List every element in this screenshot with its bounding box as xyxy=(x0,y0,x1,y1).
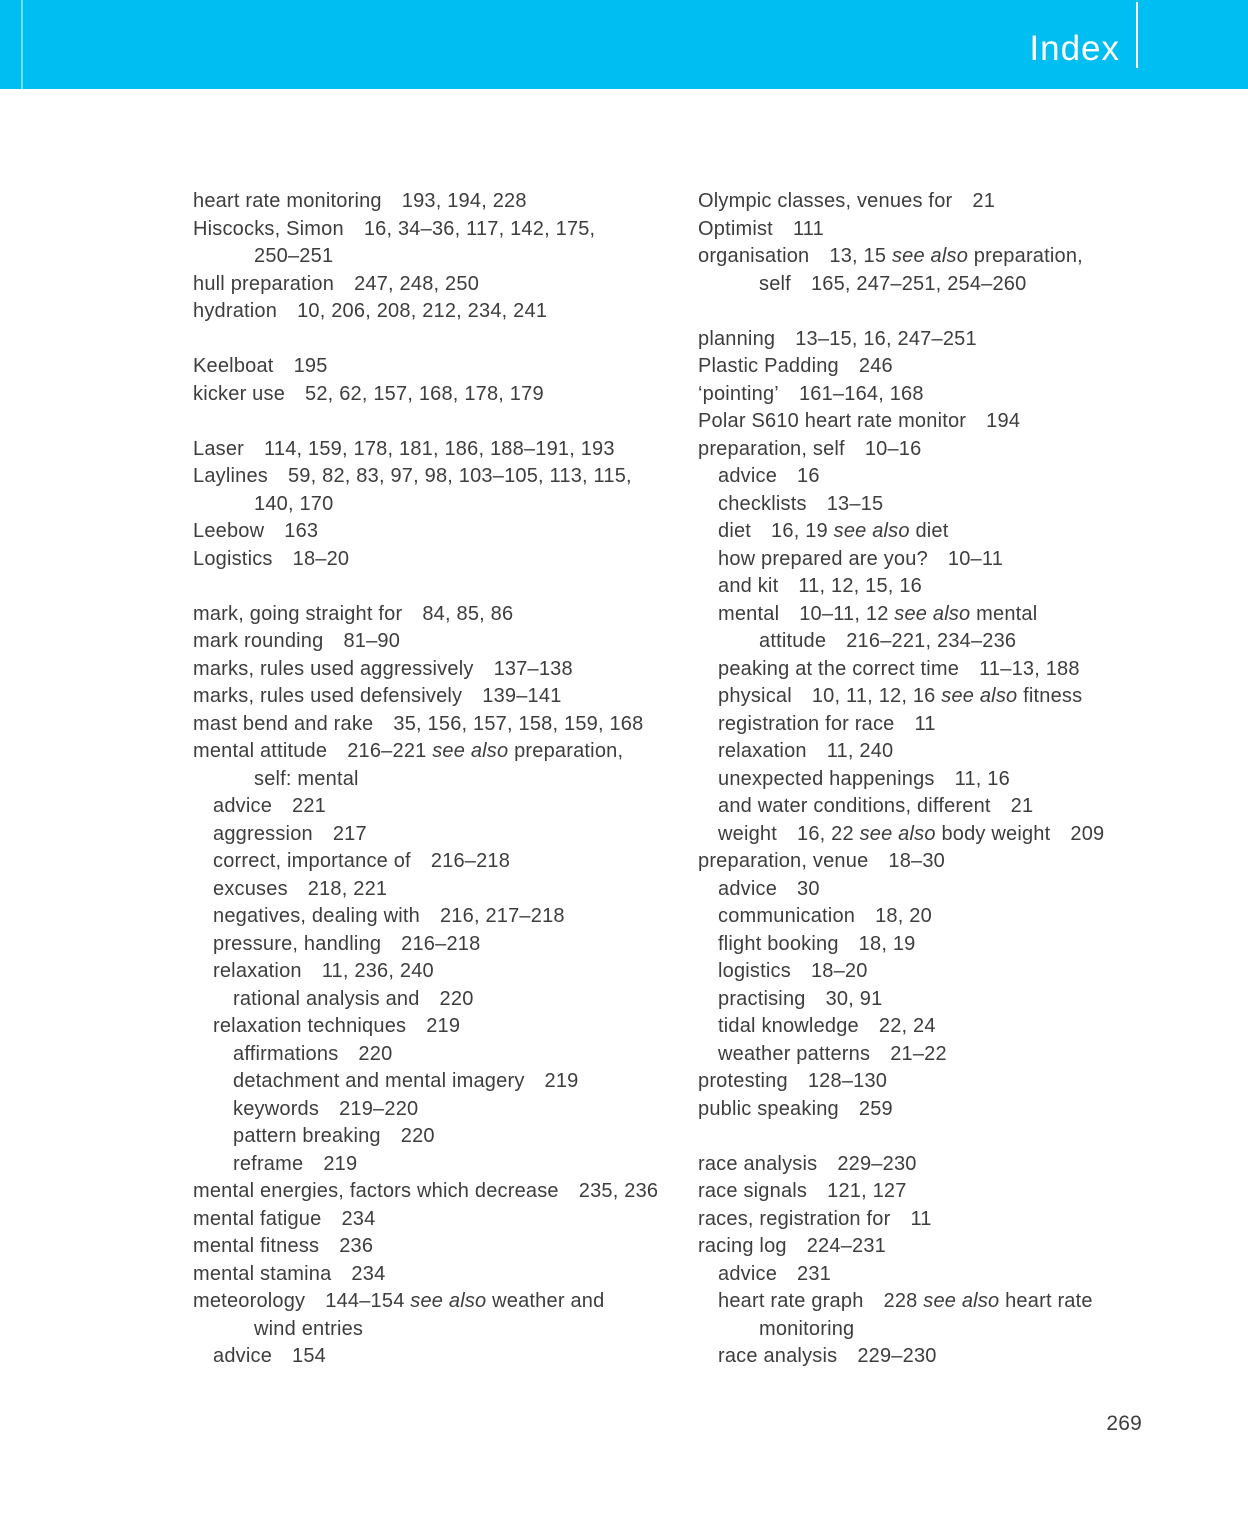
index-entry xyxy=(698,1068,1198,1096)
entry-text: unexpected happenings xyxy=(718,767,935,790)
entry-pages: 11, 16 xyxy=(954,767,1010,790)
index-entry xyxy=(698,683,1198,711)
entry-pages: 231 xyxy=(797,1262,831,1285)
entry-text: marks, rules used aggressively xyxy=(193,657,474,680)
entry-text: self: mental xyxy=(254,767,359,790)
entry-pages: 219 xyxy=(544,1070,579,1092)
entry-pages: 18–30 xyxy=(888,850,946,872)
entry-text: fitness xyxy=(1023,685,1083,707)
entry-text: Keelboat xyxy=(193,355,274,377)
entry-text: self xyxy=(759,272,791,295)
entry-text: Polar S610 heart rate monitor xyxy=(698,410,967,432)
entry-pages: 128–130 xyxy=(807,1070,888,1092)
entry-text: communication xyxy=(718,905,856,927)
index-entry xyxy=(698,1288,1198,1316)
index-entry xyxy=(698,656,1198,684)
index-entry xyxy=(193,436,683,464)
entry-text: registration for race xyxy=(718,712,895,735)
index-entry xyxy=(698,1316,1198,1344)
entry-pages: 11, 240 xyxy=(826,740,894,762)
entry-pages: 11, 12, 15, 16 xyxy=(798,575,922,597)
entry-pages: 21 xyxy=(1010,795,1034,817)
entry-text: and kit xyxy=(718,575,779,597)
entry-text: Laylines xyxy=(193,465,268,487)
entry-text: advice xyxy=(718,1262,778,1285)
entry-pages: 16, 22 xyxy=(797,822,854,845)
index-entry xyxy=(698,463,1198,491)
index-entry xyxy=(698,381,1198,409)
index-entry xyxy=(193,1233,683,1261)
entry-pages: 219–220 xyxy=(339,1097,419,1120)
entry-pages: 30, 91 xyxy=(825,987,883,1010)
entry-text: rational analysis and xyxy=(233,987,420,1010)
index-entry xyxy=(193,381,683,409)
cross-reference: see also xyxy=(935,685,1024,707)
entry-pages: 81–90 xyxy=(343,630,401,652)
entry-pages: 11, 236, 240 xyxy=(321,960,434,982)
entry-pages: 221 xyxy=(292,795,326,817)
index-entry xyxy=(698,766,1198,794)
blank-line xyxy=(698,1123,1198,1151)
index-entry xyxy=(193,766,683,794)
entry-text: weather patterns xyxy=(718,1042,871,1065)
entry-pages: 216–221 xyxy=(347,740,427,762)
entry-text: flight booking xyxy=(718,932,839,955)
index-entry xyxy=(193,1261,683,1289)
entry-pages: 216, 217–218 xyxy=(439,905,565,927)
entry-pages: 22, 24 xyxy=(878,1015,936,1037)
entry-pages: 137–138 xyxy=(493,657,573,680)
index-entry xyxy=(193,793,683,821)
entry-pages: 193, 194, 228 xyxy=(401,190,527,212)
index-entry xyxy=(698,1343,1198,1371)
entry-text: Laser xyxy=(193,437,245,460)
index-entry xyxy=(698,491,1198,519)
entry-pages: 16 xyxy=(797,465,820,487)
index-entry xyxy=(193,188,683,216)
entry-text: pressure, handling xyxy=(213,932,382,955)
cross-reference: see also xyxy=(404,1290,493,1312)
entry-pages: 59, 82, 83, 97, 98, 103–105, 113, 115, xyxy=(287,465,632,487)
entry-pages: 52, 62, 157, 168, 178, 179 xyxy=(305,382,544,405)
index-entry xyxy=(193,491,683,519)
index-entry xyxy=(193,1206,683,1234)
entry-text: kicker use xyxy=(193,382,286,405)
entry-text: races, registration for xyxy=(698,1207,891,1230)
index-entry xyxy=(698,1206,1198,1234)
entry-text: mental attitude xyxy=(193,740,328,762)
index-entry xyxy=(698,931,1198,959)
entry-pages: 247, 248, 250 xyxy=(354,272,480,295)
entry-text: Optimist xyxy=(698,217,773,240)
entry-pages: 216–218 xyxy=(401,932,481,955)
index-entry xyxy=(698,848,1198,876)
index-entry xyxy=(698,1261,1198,1289)
index-entry xyxy=(193,216,683,244)
entry-text: logistics xyxy=(718,960,791,982)
header-divider-line xyxy=(1136,2,1138,68)
entry-text: Logistics xyxy=(193,547,273,570)
index-entry xyxy=(193,1013,683,1041)
index-entry xyxy=(698,601,1198,629)
cross-reference: see also xyxy=(853,822,942,845)
entry-text: meteorology xyxy=(193,1290,306,1312)
entry-pages: 218, 221 xyxy=(307,877,388,900)
entry-text: public speaking xyxy=(698,1097,839,1120)
entry-pages: 194 xyxy=(986,410,1021,432)
entry-text: racing log xyxy=(698,1235,787,1257)
entry-text: preparation, xyxy=(973,245,1083,267)
entry-pages: 234 xyxy=(351,1262,386,1285)
index-entry xyxy=(193,463,683,491)
entry-pages: 236 xyxy=(339,1235,374,1257)
entry-text: mark, going straight for xyxy=(193,602,403,625)
index-entry xyxy=(698,271,1198,299)
entry-text: advice xyxy=(718,465,778,487)
entry-text: detachment and mental imagery xyxy=(233,1070,525,1092)
entry-pages: 219 xyxy=(323,1152,358,1175)
entry-text: aggression xyxy=(213,822,313,845)
entry-text: advice xyxy=(718,877,778,900)
index-entry xyxy=(193,1123,683,1151)
entry-text: body weight xyxy=(941,822,1051,845)
entry-text: Leebow xyxy=(193,520,265,542)
index-entry xyxy=(698,216,1198,244)
cross-reference: see also xyxy=(917,1290,1006,1312)
index-entry xyxy=(193,298,683,326)
entry-pages: 229–230 xyxy=(857,1345,937,1367)
index-entry xyxy=(698,711,1198,739)
blank-line xyxy=(193,408,683,436)
index-entry xyxy=(193,1068,683,1096)
cross-reference: see also xyxy=(886,245,974,267)
entry-pages: 13, 15 xyxy=(829,245,887,267)
index-entry xyxy=(193,986,683,1014)
entry-text: reframe xyxy=(233,1152,304,1175)
entry-text: heart rate monitoring xyxy=(193,190,382,212)
entry-pages: 235, 236 xyxy=(578,1180,659,1202)
index-entry xyxy=(193,1151,683,1179)
entry-pages: 139–141 xyxy=(482,685,562,707)
index-entry xyxy=(193,1041,683,1069)
entry-text: attitude xyxy=(759,630,827,652)
index-entry xyxy=(698,573,1198,601)
entry-pages: 163 xyxy=(284,520,319,542)
entry-pages: 10, 11, 12, 16 xyxy=(811,685,936,707)
index-entry xyxy=(193,271,683,299)
index-entry xyxy=(193,903,683,931)
entry-text: relaxation xyxy=(718,740,807,762)
entry-pages: 10, 206, 208, 212, 234, 241 xyxy=(297,300,548,322)
entry-text: relaxation xyxy=(213,960,302,982)
entry-text: advice xyxy=(213,795,273,817)
entry-text: Hiscocks, Simon xyxy=(193,217,344,240)
entry-text: mental fitness xyxy=(193,1235,320,1257)
entry-pages: 18, 19 xyxy=(858,932,916,955)
entry-text: mental stamina xyxy=(193,1262,332,1285)
index-entry xyxy=(698,1041,1198,1069)
entry-text: correct, importance of xyxy=(213,850,411,872)
entry-text: mast bend and rake xyxy=(193,712,374,735)
entry-text: diet xyxy=(718,520,752,542)
index-entry xyxy=(193,821,683,849)
index-column-right xyxy=(698,188,1198,1371)
entry-pages: 10–11 xyxy=(947,547,1004,570)
entry-text: peaking at the correct time xyxy=(718,657,960,680)
entry-pages: 224–231 xyxy=(806,1235,886,1257)
entry-pages: 161–164, 168 xyxy=(798,382,924,405)
entry-text: race signals xyxy=(698,1180,808,1202)
entry-pages: 10–11, 12 xyxy=(799,602,889,625)
entry-text: race analysis xyxy=(718,1345,838,1367)
index-entry xyxy=(698,986,1198,1014)
index-entry xyxy=(193,958,683,986)
entry-pages: 10–16 xyxy=(864,437,922,460)
entry-text: hydration xyxy=(193,300,278,322)
index-entry xyxy=(193,1288,683,1316)
entry-pages: 229–230 xyxy=(837,1152,917,1175)
index-entry xyxy=(698,876,1198,904)
entry-pages: 13–15 xyxy=(826,492,884,515)
index-entry xyxy=(193,1096,683,1124)
entry-text: tidal knowledge xyxy=(718,1015,859,1037)
index-entry xyxy=(698,1178,1198,1206)
entry-pages: 220 xyxy=(358,1042,393,1065)
entry-pages: 219 xyxy=(426,1015,461,1037)
index-entry xyxy=(193,601,683,629)
index-entry xyxy=(193,1316,683,1344)
entry-pages: 21–22 xyxy=(890,1042,947,1065)
entry-pages: 11 xyxy=(914,712,936,735)
entry-pages: 13–15, 16, 247–251 xyxy=(795,327,977,350)
entry-text: physical xyxy=(718,685,792,707)
entry-pages: 220 xyxy=(400,1125,435,1147)
entry-text: advice xyxy=(213,1345,273,1367)
entry-text: Plastic Padding xyxy=(698,355,839,377)
index-entry xyxy=(698,326,1198,354)
entry-pages: 18–20 xyxy=(810,960,868,982)
entry-pages: 11–13, 188 xyxy=(979,657,1080,680)
entry-text: checklists xyxy=(718,492,807,515)
entry-text: and water conditions, different xyxy=(718,795,991,817)
index-entry xyxy=(698,1096,1198,1124)
index-entry xyxy=(193,243,683,271)
index-entry xyxy=(193,931,683,959)
entry-pages: 121, 127 xyxy=(827,1180,907,1202)
index-entry xyxy=(193,518,683,546)
index-entry xyxy=(193,1343,683,1371)
blank-line xyxy=(698,298,1198,326)
index-entry xyxy=(698,958,1198,986)
entry-pages: 165, 247–251, 254–260 xyxy=(810,272,1027,295)
entry-pages: 111 xyxy=(792,217,824,240)
entry-pages: 18, 20 xyxy=(875,905,932,927)
entry-text: relaxation techniques xyxy=(213,1015,407,1037)
entry-text: race analysis xyxy=(698,1152,818,1175)
index-entry xyxy=(193,546,683,574)
cross-reference: see also xyxy=(888,602,977,625)
entry-text: mental xyxy=(718,602,780,625)
entry-pages: 144–154 xyxy=(325,1290,405,1312)
entry-text: 140, 170 xyxy=(254,492,334,515)
entry-text: practising xyxy=(718,987,806,1010)
index-entry xyxy=(698,353,1198,381)
entry-pages: 216–218 xyxy=(430,850,511,872)
entry-text: ‘pointing’ xyxy=(698,382,779,405)
entry-text: pattern breaking xyxy=(233,1125,381,1147)
blank-line xyxy=(193,573,683,601)
entry-pages: 216–221, 234–236 xyxy=(846,630,1017,652)
entry-pages: 16, 34–36, 117, 142, 175, xyxy=(363,217,596,240)
entry-text: heart rate graph xyxy=(718,1290,864,1312)
index-column-left xyxy=(193,188,683,1371)
index-entry xyxy=(698,793,1198,821)
entry-text: mental fatigue xyxy=(193,1207,322,1230)
index-entry xyxy=(193,738,683,766)
entry-text: wind entries xyxy=(254,1317,364,1340)
entry-pages: 35, 156, 157, 158, 159, 168 xyxy=(393,712,644,735)
index-entry xyxy=(698,738,1198,766)
entry-text: weight xyxy=(718,822,778,845)
index-entry xyxy=(193,711,683,739)
index-entry xyxy=(698,628,1198,656)
entry-text: excuses xyxy=(213,877,288,900)
entry-text: hull preparation xyxy=(193,272,335,295)
index-entry xyxy=(698,1151,1198,1179)
entry-pages: 11 xyxy=(910,1207,932,1230)
index-entry xyxy=(698,188,1198,216)
entry-pages: 154 xyxy=(292,1345,326,1367)
entry-text: how prepared are you? xyxy=(718,547,928,570)
entry-text: protesting xyxy=(698,1070,788,1092)
entry-text: mental energies, factors which decrease xyxy=(193,1180,559,1202)
entry-text: diet xyxy=(915,520,949,542)
entry-pages: 21 xyxy=(972,190,996,212)
index-entry xyxy=(698,821,1198,849)
entry-text: negatives, dealing with xyxy=(213,905,420,927)
index-entry xyxy=(193,353,683,381)
entry-text: mark rounding xyxy=(193,630,324,652)
entry-text: marks, rules used defensively xyxy=(193,685,463,707)
index-entry xyxy=(193,876,683,904)
index-entry xyxy=(193,683,683,711)
entry-pages: 16, 19 xyxy=(771,520,828,542)
index-entry xyxy=(698,243,1198,271)
header-accent-line xyxy=(21,0,23,89)
entry-pages: 220 xyxy=(439,987,474,1010)
index-entry xyxy=(698,903,1198,931)
entry-text: monitoring xyxy=(759,1317,855,1340)
entry-pages: 195 xyxy=(293,355,328,377)
entry-pages: 228 xyxy=(883,1290,918,1312)
entry-text: organisation xyxy=(698,245,810,267)
cross-reference: see also xyxy=(827,520,916,542)
index-entry xyxy=(698,1233,1198,1261)
entry-text: planning xyxy=(698,327,776,350)
blank-line xyxy=(193,326,683,354)
entry-text: preparation, venue xyxy=(698,850,869,872)
index-entry xyxy=(193,656,683,684)
entry-text: heart rate xyxy=(1005,1290,1093,1312)
entry-pages: 114, 159, 178, 181, 186, 188–191, 193 xyxy=(264,437,615,460)
entry-text: 250–251 xyxy=(254,245,334,267)
entry-pages: 18–20 xyxy=(292,547,350,570)
index-entry xyxy=(193,1178,683,1206)
index-entry xyxy=(698,546,1198,574)
entry-text: preparation, self xyxy=(698,437,845,460)
entry-text: preparation, xyxy=(514,740,624,762)
page-number: 269 xyxy=(1106,1412,1142,1435)
index-entry xyxy=(698,518,1198,546)
index-entry xyxy=(193,848,683,876)
index-entry xyxy=(698,1013,1198,1041)
entry-pages: 259 xyxy=(858,1097,893,1120)
entry-pages: 84, 85, 86 xyxy=(422,602,514,625)
index-entry xyxy=(698,436,1198,464)
entry-text: mental xyxy=(976,602,1038,625)
header-bar xyxy=(0,0,1248,89)
entry-text: Olympic classes, venues for xyxy=(698,190,953,212)
page-title: Index xyxy=(1029,29,1120,68)
index-entry xyxy=(698,408,1198,436)
cross-reference: see also xyxy=(426,740,515,762)
entry-pages: 234 xyxy=(341,1207,376,1230)
entry-text: weather and xyxy=(492,1290,605,1312)
entry-text: affirmations xyxy=(233,1042,339,1065)
index-entry xyxy=(193,628,683,656)
entry-pages: 30 xyxy=(797,877,820,900)
entry-pages: 209 xyxy=(1070,822,1105,845)
entry-text: keywords xyxy=(233,1097,320,1120)
entry-pages: 217 xyxy=(332,822,367,845)
entry-pages: 246 xyxy=(858,355,893,377)
